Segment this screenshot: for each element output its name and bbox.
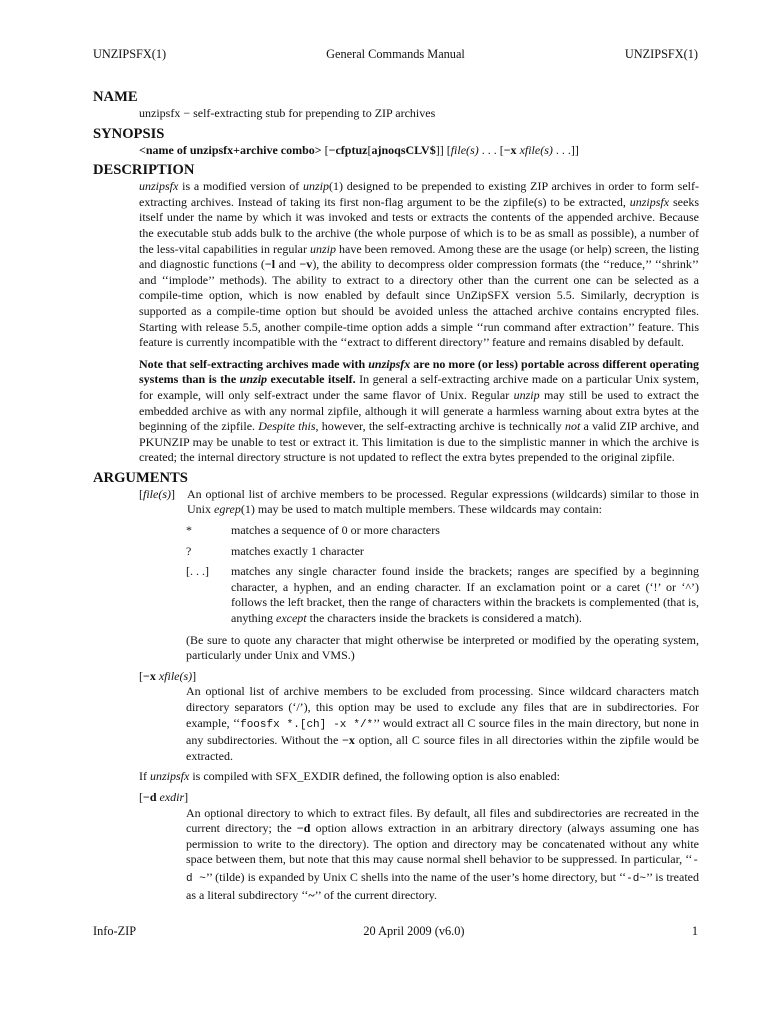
text-run: the characters inside the brackets is considered a match).: [306, 611, 582, 626]
text-run: except: [276, 611, 307, 626]
exclude-option-tag: [−x xfile(s)]: [139, 668, 197, 683]
text-run: unzip: [303, 179, 330, 194]
text-run: a valid ZIP archive, and PKUNZIP may be unable to test or extract it. This limitation is due to the simplistic manner in which the archive is created; the internal directory structure is not updated to reflect the extra bytes prepended to the original zipfile.: [139, 419, 699, 465]
files-argument-tag: [file(s)]: [139, 486, 175, 501]
sfx-exdir-note: [139, 769, 699, 785]
description-paragraph-2: [139, 357, 699, 466]
section-heading-arguments: ARGUMENTS: [93, 469, 188, 486]
footer-left: Info-ZIP: [93, 924, 137, 938]
text-run: matches any single character found inside the brackets; ranges are specified by a beginning character, a hyphen, and an ending character. If an exclamation point or a caret (‘!’ or ‘^’) follows the left bracket, then the range of characters within the brackets is complemented (that is, anything: [231, 564, 699, 626]
description-paragraph-1: [139, 179, 699, 351]
text-run: −x: [342, 733, 355, 748]
text-run: −v: [299, 257, 313, 272]
text-run: ’’ (tilde) is expanded by Unix C shells into the name of the user’s home directory, but ‘‘: [205, 869, 627, 884]
text-run: If: [139, 769, 150, 784]
text-run: are no more (or less) portable across different operating systems than is the: [139, 356, 699, 387]
text-run: -d ~: [186, 855, 699, 885]
wildcard-description: [231, 544, 699, 560]
text-run: unzipsfx: [629, 194, 670, 209]
text-run: ~: [308, 887, 315, 902]
text-run: option, all C source files in all directories within the zipfile would be extracted.: [186, 733, 699, 763]
text-run: An optional directory to which to extract files. By default, all files and subdirectories are recreated in the current directory; the: [186, 805, 699, 836]
text-run: may still be used to extract the embedded archive as with any normal zipfile, although it will generate a harmless warning about extra bytes at the beginning of the zipfile.: [139, 387, 700, 434]
page-header: [93, 47, 698, 63]
wildcard-symbol: *: [186, 523, 192, 538]
text-run: −d: [296, 821, 311, 836]
text-run: unzip: [513, 387, 540, 402]
text-run: , however, the self-extracting archive is technically: [315, 419, 565, 434]
text-run: unzip: [239, 372, 268, 387]
wildcard-item: [186, 523, 699, 539]
text-run: seeks itself under the name by which it was invoked and tests or extracts the contents of the appended archive. Because the executable stub adds bulk to the archive (the whole purpose of which is to be as small as possible), a number of the less-vital capabilities in regular: [139, 194, 699, 256]
exclude-option-desc: [186, 684, 699, 764]
description-section: [93, 162, 699, 466]
quote-note: (Be sure to quote any character that might otherwise be interpreted or modified by the operating system, particularly under Unix and VMS.): [186, 632, 699, 663]
text-run: ), the ability to decompress older compression formats (the ‘‘reduce,’’ ‘‘shrink’’ and ‘‘implode’’ methods). The ability to extract to a directory other than the current one can be selected as a compile-time option, which is now enabled by default since UnZipSFX version 5.5. Similarly, decryption is supported as a compile-time option but should be avoided unless the attached archive contains encrypted files. Starting with release 5.5, another compile-time option adds a simple ‘‘run command after extraction’’ feature. This feature is currently incompatible with the ‘‘extract to different directory’’ feature and remains disabled by default.: [139, 257, 700, 350]
files-argument: [139, 487, 699, 518]
text-run: −l: [264, 257, 276, 272]
text-run: unzipsfx: [139, 179, 179, 194]
wildcard-symbol: ?: [186, 543, 192, 558]
text-run: An optional list of archive members to be excluded from processing. Since wildcard characters match directory separators (‘/’), this option may be used to exclude any files that are in subdirectories. For example, ‘‘: [186, 684, 699, 730]
wildcard-item: [186, 544, 699, 560]
text-run: option allows extraction in an arbitrary directory (always assuming one has permission to write to the directory). The option and directory may be concatenated without any white space between them, but note that this may cause normal shell behavior to be suppressed. In particular, ‘‘: [186, 821, 699, 867]
section-heading-synopsis: SYNOPSIS: [93, 125, 165, 142]
text-run: is a modified version of: [178, 179, 304, 194]
text-run: matches a sequence of 0 or more characters: [231, 523, 440, 538]
wildcard-item: [186, 564, 699, 626]
text-run: -d~: [626, 872, 646, 885]
wildcard-description: [231, 564, 699, 626]
man-content: [93, 89, 699, 907]
synopsis-x-flag: −x: [503, 142, 517, 157]
wildcard-description: [231, 523, 699, 539]
synopsis-xfiles: xfile(s): [519, 142, 553, 157]
text-run: unzipsfx: [150, 769, 190, 784]
text-run: (1) may be used to match multiple members. These wildcards may contain:: [240, 502, 602, 517]
name-text: unzipsfx − self-extracting stub for prepending to ZIP archives: [139, 106, 436, 120]
synopsis-line: <name of unzipsfx+archive combo> [−cfptuz[ajnoqsCLV$]] [file(s) . . . [−x xfile(s) . . .]]: [139, 142, 579, 157]
header-left: UNZIPSFX(1): [93, 47, 167, 61]
files-argument-desc: [187, 487, 699, 518]
header-center: General Commands Manual: [326, 47, 465, 61]
synopsis-options-2: ajnoqsCLV$: [371, 142, 436, 157]
footer-page-number: 1: [691, 924, 698, 938]
dir-option-tag: [−d exdir]: [139, 789, 189, 804]
synopsis-command: <name of unzipsfx+archive combo>: [139, 142, 322, 157]
synopsis-files: file(s): [450, 142, 479, 157]
section-heading-description: DESCRIPTION: [93, 162, 195, 179]
wildcard-list: [93, 523, 699, 627]
text-run: is compiled with SFX_EXDIR defined, the following option is also enabled:: [189, 769, 560, 784]
text-run: not: [564, 419, 581, 434]
text-run: matches exactly 1 character: [231, 543, 364, 558]
header-right: UNZIPSFX(1): [624, 47, 698, 61]
text-run: (1) designed to be prepended to existing ZIP archives in order to form self-extracting archives. Instead of taking its first non-flag argument to be the zipfile(s) to be extracted,: [139, 179, 699, 209]
text-run: executable itself.: [267, 372, 356, 387]
text-run: egrep: [214, 502, 241, 517]
synopsis-section: [93, 126, 699, 159]
text-run: ’’ is treated as a literal subdirectory ‘‘: [186, 869, 699, 902]
text-run: unzipsfx: [368, 356, 411, 371]
arguments-section: [93, 470, 699, 903]
section-heading-name: NAME: [93, 89, 138, 105]
text-run: Despite this: [258, 419, 316, 434]
text-run: ’’ would extract all C source files in the main directory, but none in any subdirectories. Without the: [186, 715, 699, 748]
text-run: An optional list of archive members to be processed. Regular expressions (wildcards) similar to those in Unix: [187, 486, 699, 517]
synopsis-options: −cfptuz: [328, 142, 368, 157]
text-run: unzip: [310, 241, 337, 256]
wildcard-symbol: [. . .]: [186, 564, 209, 579]
dir-option-desc: [186, 806, 699, 904]
text-run: have been removed. Among these are the usage (or help) screen, the listing and diagnostic functions (: [139, 241, 699, 272]
name-section: [93, 89, 699, 122]
text-run: foosfx *.[ch] -x */*: [240, 718, 374, 731]
text-run: Note that self-extracting archives made with: [139, 356, 369, 371]
page-footer: [93, 924, 698, 940]
text-run: In general a self-extracting archive made on a particular Unix system, for example, will only self-extract under the same flavor of Unix. Regular: [139, 372, 700, 402]
footer-center: 20 April 2009 (v6.0): [363, 924, 465, 938]
text-run: ’’ of the current directory.: [314, 887, 438, 902]
text-run: and: [275, 257, 300, 272]
